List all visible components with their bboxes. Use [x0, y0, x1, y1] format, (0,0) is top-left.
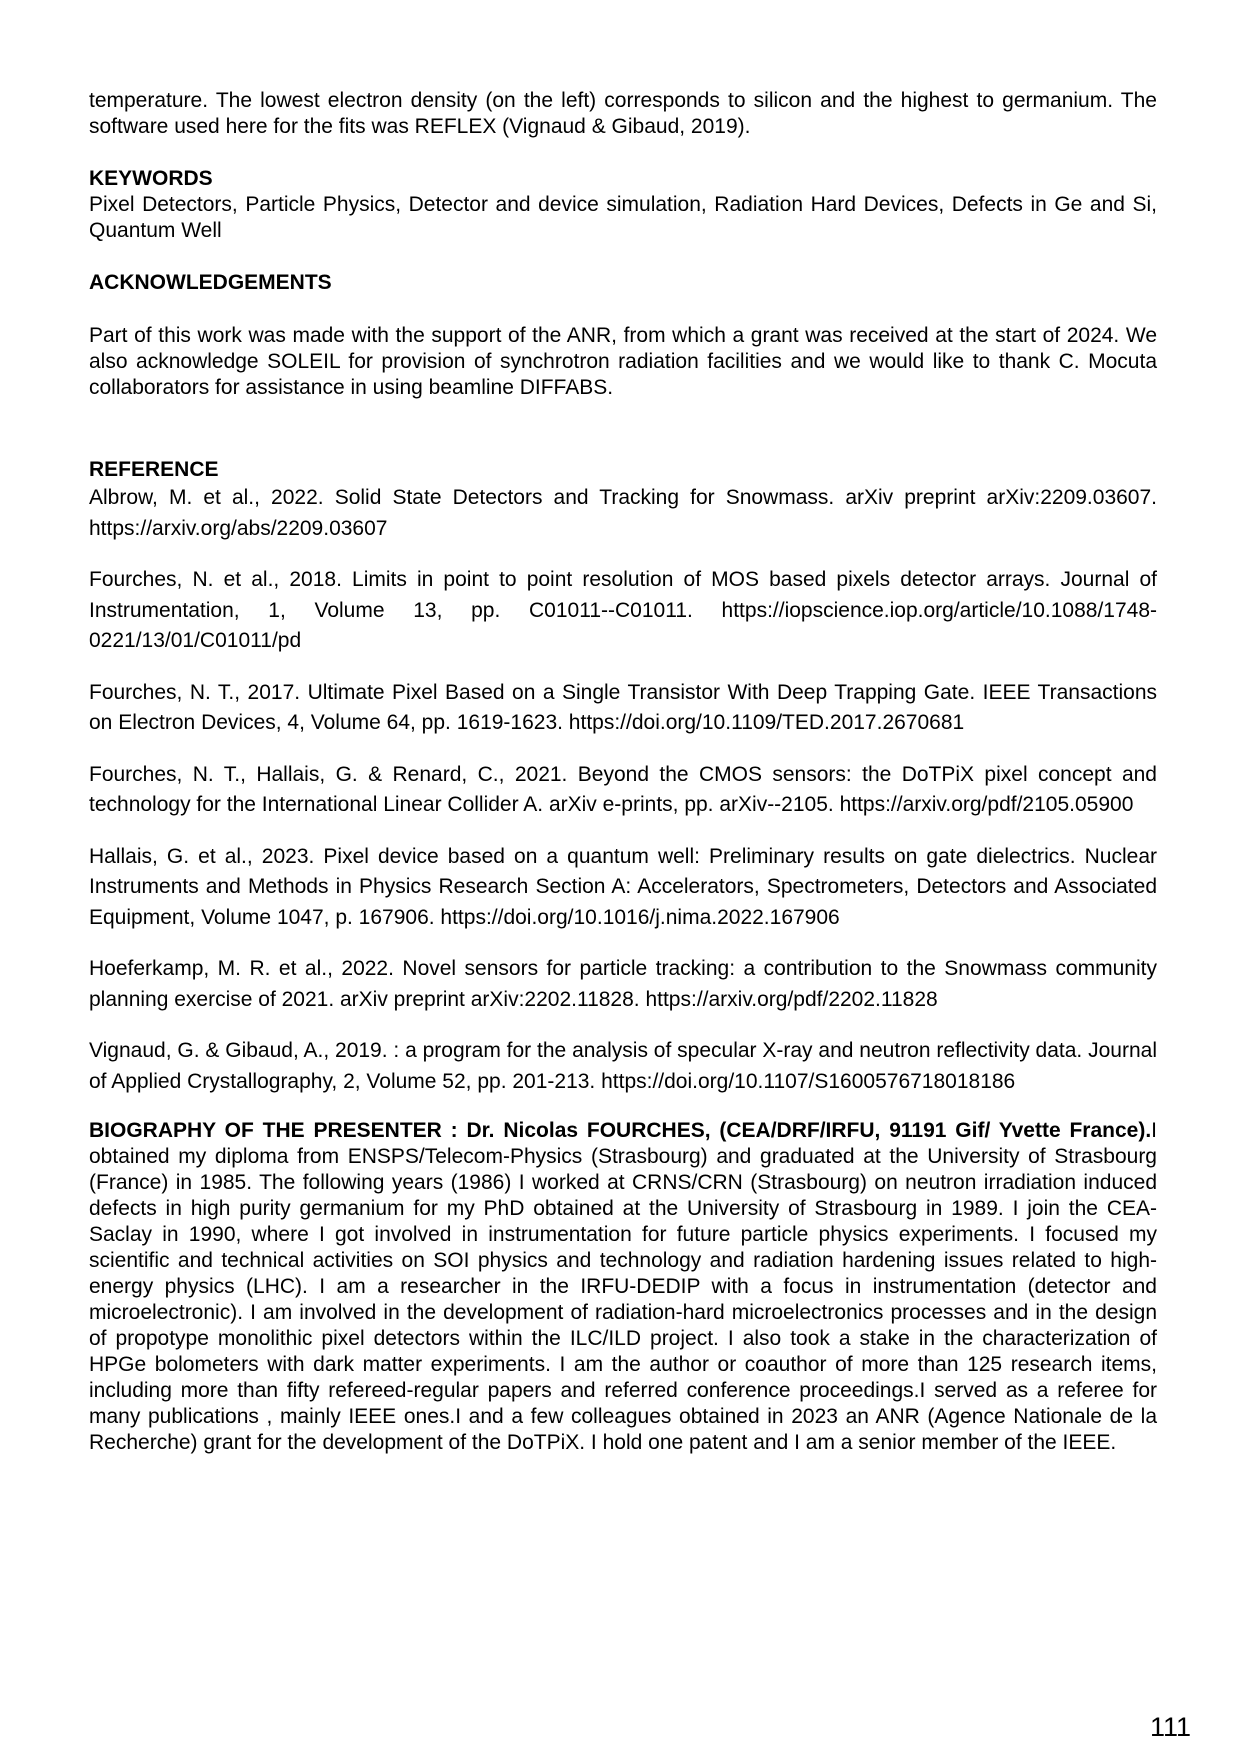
keywords-text: Pixel Detectors, Particle Physics, Detector and device simulation, Radiation Hard Devices, Defects in Ge and Si, Quantum Well — [89, 193, 1157, 242]
keywords-heading: KEYWORDS — [89, 167, 213, 190]
page-number: 111 — [1150, 1712, 1192, 1742]
intro-paragraph: temperature. The lowest electron density (on the left) corresponds to silicon and the highest to germanium. The software used here for the fits was REFLEX (Vignaud & Gibaud, 2019). — [89, 89, 1157, 138]
reference-item: Albrow, M. et al., 2022. Solid State Detectors and Tracking for Snowmass. arXiv preprint arXiv:2209.03607. https://arxiv.org/abs/2209.03607 — [89, 486, 1157, 540]
biography-heading: BIOGRAPHY OF THE PRESENTER : Dr. Nicolas FOURCHES, (CEA/DRF/IRFU, 91191 Gif/ Yvette France). — [89, 1119, 1152, 1142]
reference-item: Hallais, G. et al., 2023. Pixel device based on a quantum well: Preliminary results on gate dielectrics. Nuclear Instruments and Methods in Physics Research Section A: Accelerators, Spectrometers, Detectors and Associated Equipment, Volume 1047, p. 167906. https://doi.org/10.1016/j.nima.2022.167906 — [89, 844, 1157, 929]
biography-text: I obtained my diploma from ENSPS/Telecom-Physics (Strasbourg) and graduated at the University of Strasbourg (France) in 1985. The following years (1986) I worked at CRNS/CRN (Strasbourg) on neutron irradiation induced defects in high purity germanium for my PhD obtained at the University of Strasbourg in 1989. I join the CEA-Saclay in 1990, where I got involved in instrumentation for future particle physics experiments. I focused my scientific and technical activities on SOI physics and technology and radiation hardening issues related to high-energy physics (LHC). I am a researcher in the IRFU-DEDIP with a focus in instrumentation (detector and microelectronic). I am involved in the development of radiation-hard microelectronics processes and in the design of propotype monolithic pixel detectors within the ILC/ILD project. I also took a stake in the characterization of HPGe bolometers with dark matter experiments. I am the author or coauthor of more than 125 research items, including more than fifty refereed-regular papers and referred conference proceedings.I served as a referee for many publications , mainly IEEE ones.I and a few colleagues obtained in 2023 an ANR (Agence Nationale de la Recherche) grant for the development of the DoTPiX. I hold one patent and I am a senior member of the IEEE. — [89, 1119, 1157, 1454]
acknowledgements-heading: ACKNOWLEDGEMENTS — [89, 271, 332, 294]
page-content — [89, 88, 1157, 1456]
reference-item: Fourches, N. T., Hallais, G. & Renard, C., 2021. Beyond the CMOS sensors: the DoTPiX pixel concept and technology for the International Linear Collider A. arXiv e-prints, pp. arXiv--2105. https://arxiv.org/pdf/2105.05900 — [89, 762, 1157, 816]
reference-heading: REFERENCE — [89, 458, 219, 481]
reference-item: Fourches, N. et al., 2018. Limits in point to point resolution of MOS based pixels detector arrays. Journal of Instrumentation, 1, Volume 13, pp. C01011--C01011. https://iopscience.iop.org/article/10.1088/1748-0221/13/01/C01011/pd — [89, 568, 1157, 652]
reference-item: Vignaud, G. & Gibaud, A., 2019. : a program for the analysis of specular X-ray and neutron reflectivity data. Journal of Applied Crystallography, 2, Volume 52, pp. 201-213. https://doi.org/10.1107/S1600576718018186 — [89, 1039, 1157, 1093]
reference-list — [89, 483, 1157, 1097]
biography-paragraph — [89, 1118, 1157, 1456]
acknowledgements-text: Part of this work was made with the support of the ANR, from which a grant was received at the start of 2024. We also acknowledge SOLEIL for provision of synchrotron radiation facilities and we would like to thank C. Mocuta collaborators for assistance in using beamline DIFFABS. — [89, 324, 1157, 399]
reference-item: Fourches, N. T., 2017. Ultimate Pixel Based on a Single Transistor With Deep Trapping Gate. IEEE Transactions on Electron Devices, 4, Volume 64, pp. 1619-1623. https://doi.org/10.1109/TED.2017.2670681 — [89, 680, 1157, 734]
reference-item: Hoeferkamp, M. R. et al., 2022. Novel sensors for particle tracking: a contribution to the Snowmass community planning exercise of 2021. arXiv preprint arXiv:2202.11828. https://arxiv.org/pdf/2202.11828 — [89, 957, 1157, 1011]
